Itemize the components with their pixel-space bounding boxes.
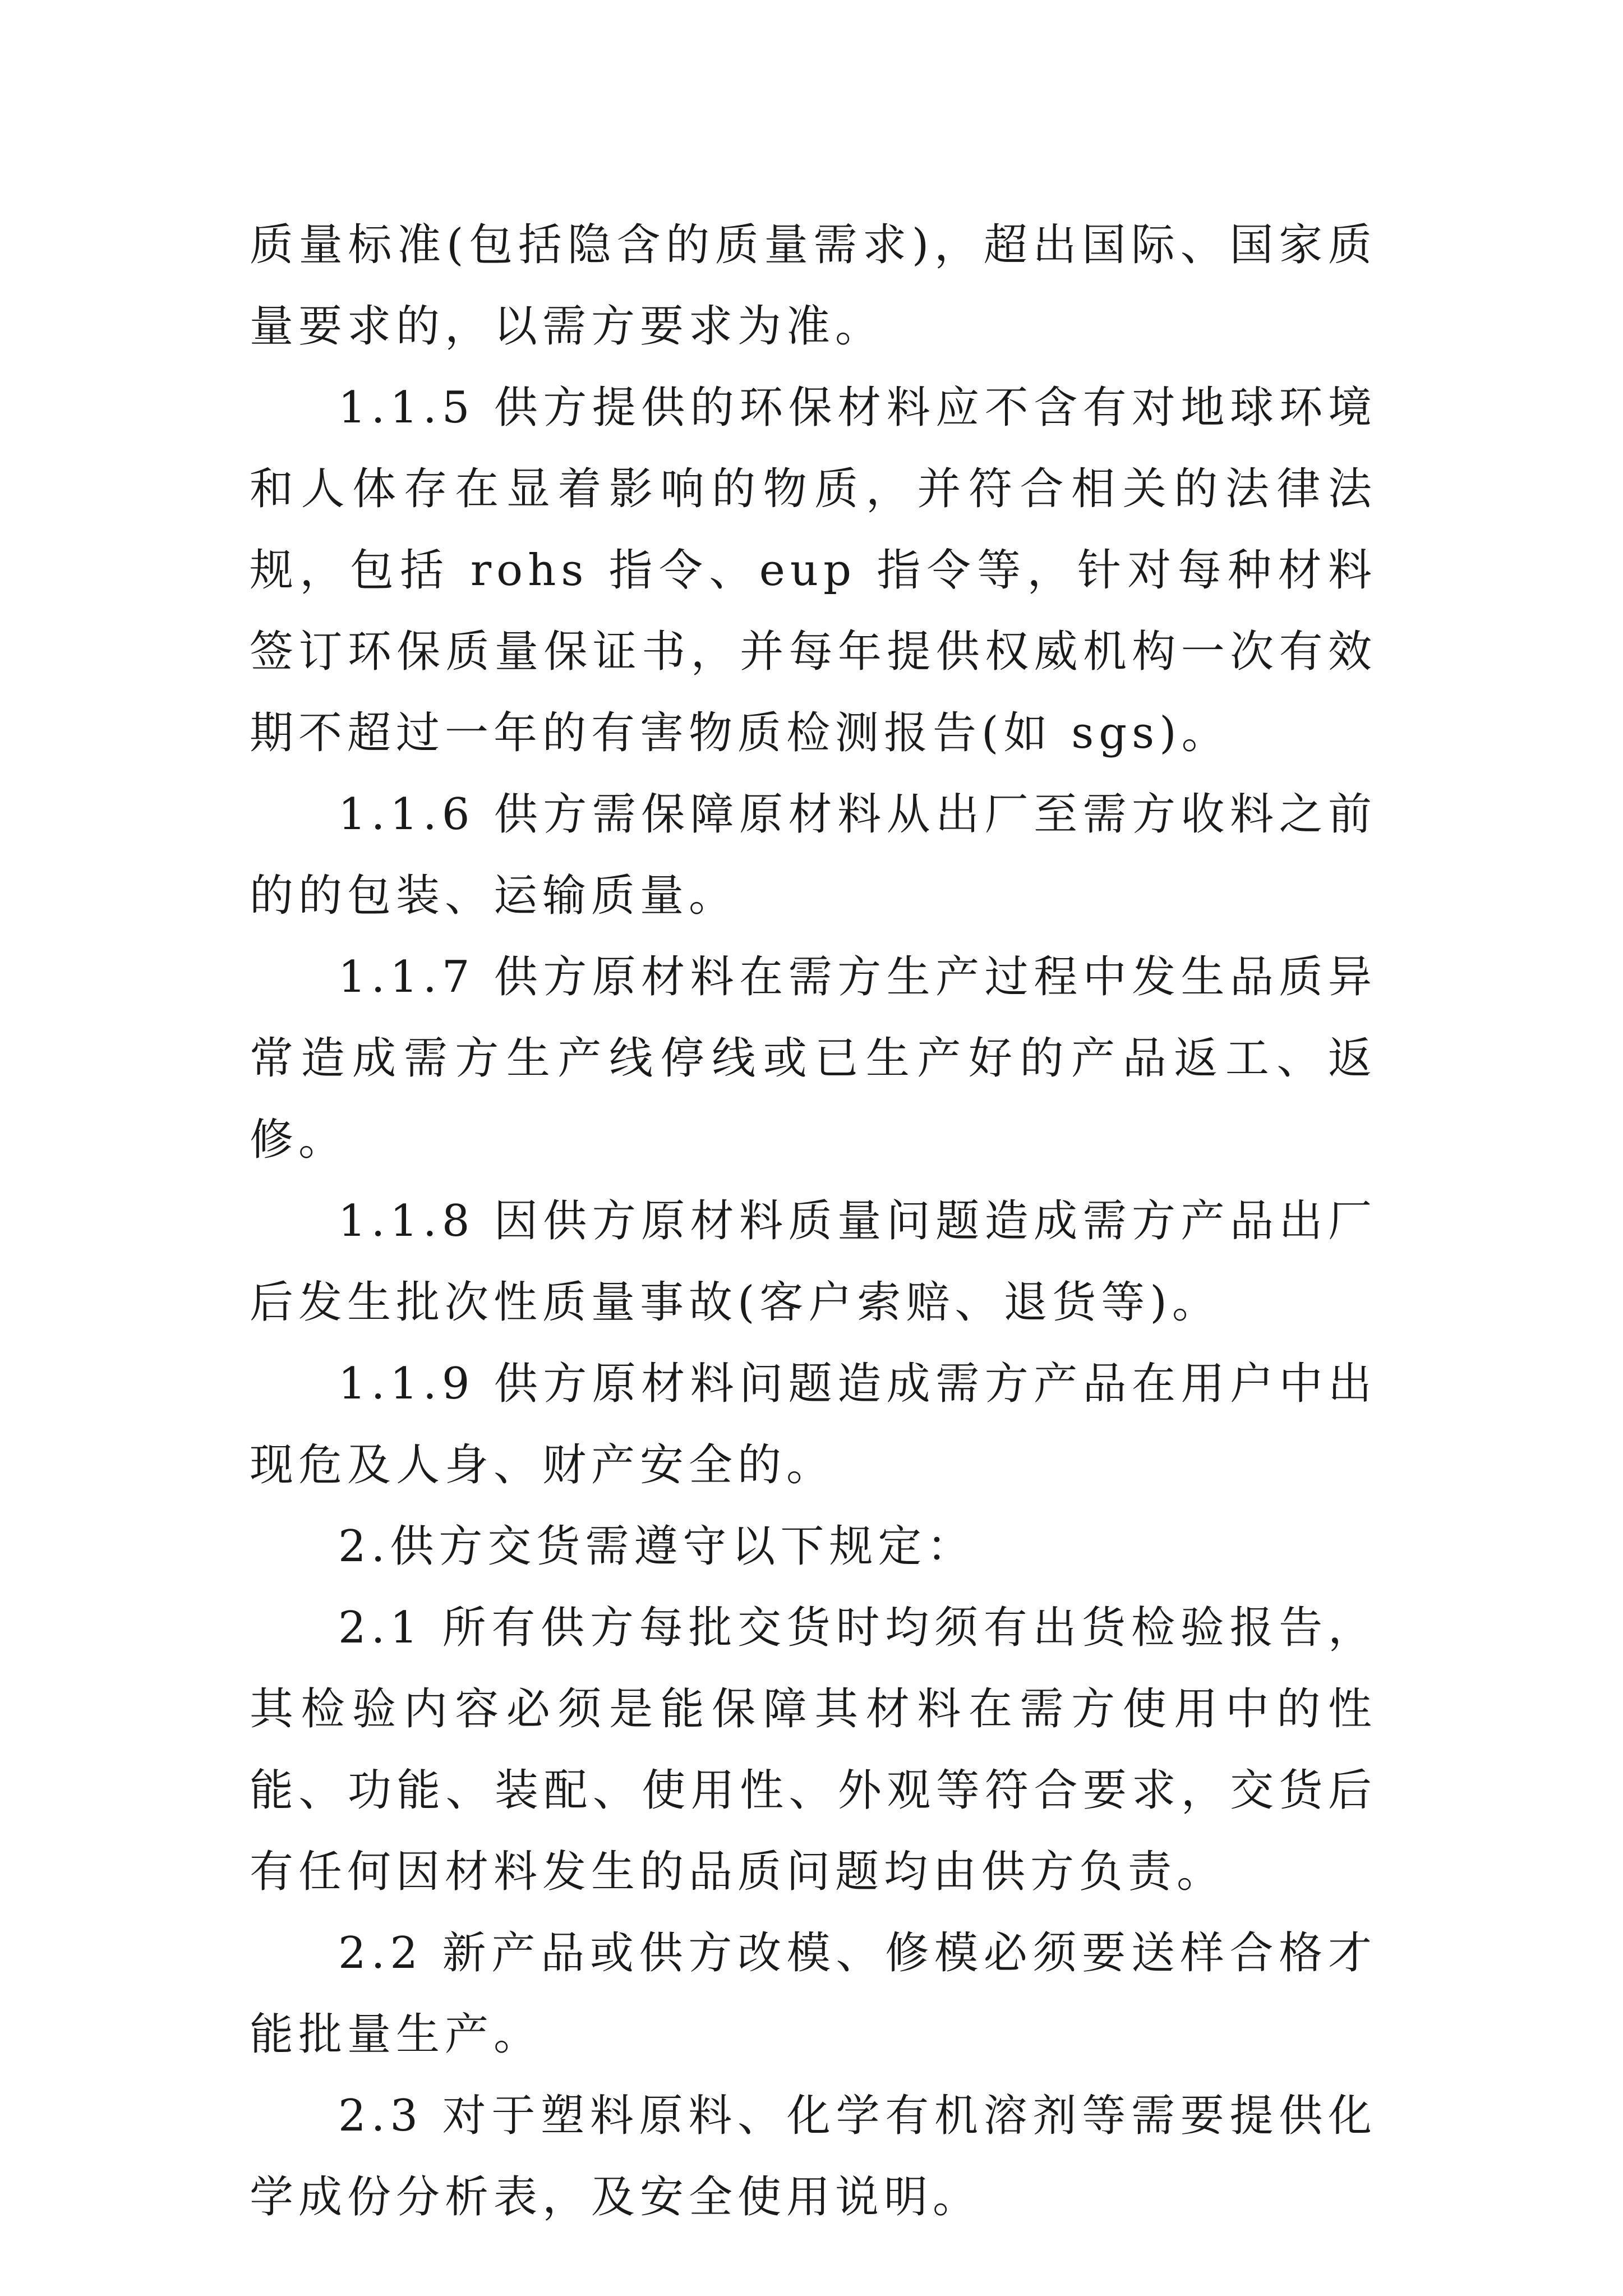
paragraph-2-1: 2.1 所有供方每批交货时均须有出货检验报告，其检验内容必须是能保障其材料在需方使用中的性能、功能、装配、使用性、外观等符合要求，交货后有任何因材料发生的品质问题均由供方负责。: [250, 1603, 1377, 1897]
paragraph-1-1-9: 1.1.9 供方原材料问题造成需方产品在用户中出现危及人身、财产安全的。: [250, 1359, 1377, 1490]
paragraph-2-3: 2.3 对于塑料原料、化学有机溶剂等需要提供化学成份分析表，及安全使用说明。: [250, 2091, 1377, 2223]
paragraph-2-heading: 2.供方交货需遵守以下规定：: [338, 1521, 976, 1572]
paragraph-continuation: 质量标准(包括隐含的质量需求)，超出国际、国家质量要求的，以需方要求为准。: [250, 220, 1377, 352]
document-body: [250, 205, 1377, 2238]
paragraph-1-1-8: 1.1.8 因供方原材料质量问题造成需方产品出厂后发生批次性质量事故(客户索赔、退货等)。: [250, 1196, 1377, 1328]
paragraph-1-1-5: 1.1.5 供方提供的环保材料应不含有对地球环境和人体存在显着影响的物质，并符合相关的法律法规，包括 rohs 指令、eup 指令等，针对每种材料签订环保质量保证书，并每年提供权威机构一次有效期不超过一年的有害物质检测报告(如 sgs)。: [250, 383, 1377, 758]
paragraph-2-2: 2.2 新产品或供方改模、修模必须要送样合格才能批量生产。: [250, 1928, 1377, 2060]
paragraph-1-1-7: 1.1.7 供方原材料在需方生产过程中发生品质异常造成需方生产线停线或已生产好的产品返工、返修。: [250, 952, 1377, 1165]
paragraph-1-1-6: 1.1.6 供方需保障原材料从出厂至需方收料之前的的包装、运输质量。: [250, 789, 1377, 921]
